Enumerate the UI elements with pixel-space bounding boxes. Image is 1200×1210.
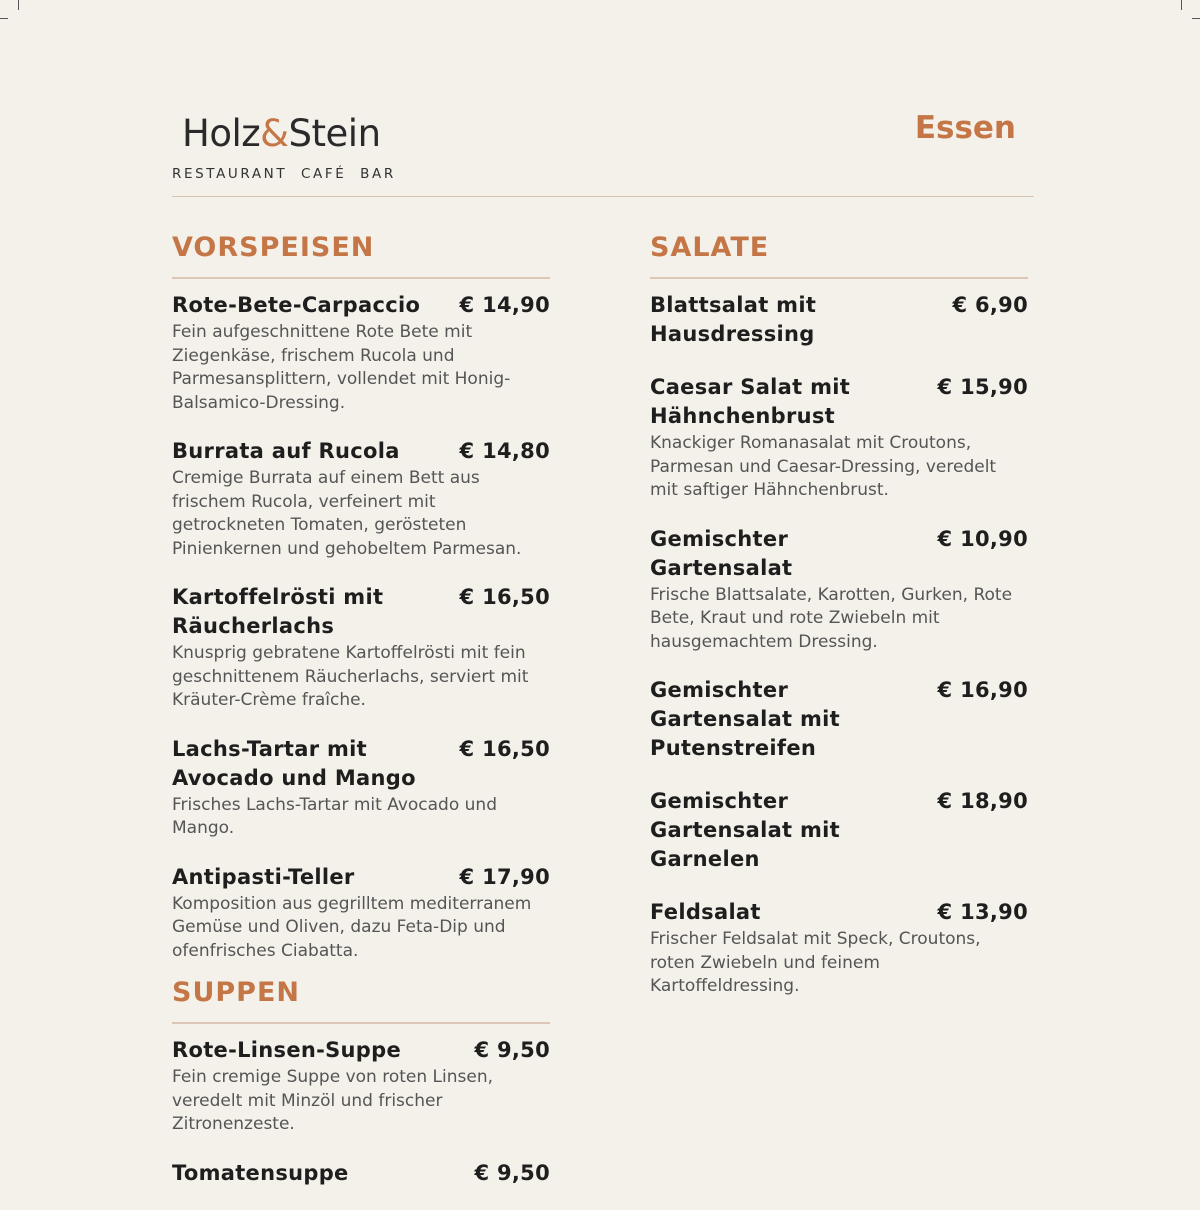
section-title: SUPPEN	[172, 977, 550, 1024]
item-price: € 6,90	[952, 293, 1028, 317]
item-name: Caesar Salat mit Hähnchenbrust	[650, 375, 851, 428]
left-column	[172, 232, 550, 1210]
item-name: Rote-Linsen-Suppe	[172, 1038, 402, 1062]
logo-ampersand: &	[260, 112, 289, 155]
menu-item	[172, 437, 550, 561]
restaurant-logo	[182, 112, 381, 155]
crop-mark	[1181, 0, 1182, 10]
item-name: Lachs-Tartar mit Avocado und Mango	[172, 736, 416, 790]
logo-text-holz: Holz	[182, 112, 261, 155]
menu-item	[172, 735, 550, 841]
menu-item	[172, 583, 550, 713]
item-name: Gemischter Gartensalat mit Putenstreifen	[650, 678, 841, 760]
item-description: Knusprig gebratene Kartoffelrösti mit fein geschnittenem Räucherlachs, serviert mit Kräuter-Crème fraîche.	[172, 643, 529, 710]
item-description: Komposition aus gegrilltem mediterranem Gemüse und Oliven, dazu Feta-Dip und ofenfrisches Ciabatta.	[172, 893, 532, 961]
item-price: € 10,90	[937, 526, 1028, 551]
menu-item	[650, 525, 1028, 655]
menu-item	[172, 1036, 550, 1137]
item-price: € 9,50	[474, 1160, 550, 1185]
menu-item	[172, 1159, 550, 1188]
item-price: € 9,50	[474, 1038, 550, 1062]
section-salate	[650, 232, 1028, 999]
item-description: Frisches Lachs-Tartar mit Avocado und Mango.	[172, 794, 497, 838]
crop-mark	[0, 18, 8, 19]
item-description: Fein aufgeschnittene Rote Bete mit Ziegenkäse, frischem Rucola und Parmesansplittern, vollendet mit Honig-Balsamico-Dressing.	[172, 322, 511, 413]
menu-header	[172, 108, 1034, 197]
item-price: € 13,90	[937, 900, 1028, 924]
item-name: Feldsalat	[650, 900, 761, 924]
item-description: Frischer Feldsalat mit Speck, Croutons, roten Zwiebeln und feinem Kartoffeldressing.	[650, 929, 981, 996]
menu-item	[172, 863, 550, 964]
item-price: € 16,50	[459, 585, 550, 609]
item-name: Burrata auf Rucola	[172, 439, 400, 463]
item-name: Rote-Bete-Carpaccio	[172, 293, 421, 317]
item-name: Kartoffelrösti mit Räucherlachs	[172, 585, 384, 638]
item-price: € 14,80	[459, 439, 550, 463]
item-name: Gemischter Gartensalat mit Garnelen	[650, 789, 841, 871]
section-title: VORSPEISEN	[172, 232, 550, 279]
logo-text-stein: Stein	[288, 112, 381, 155]
section-vorspeisen	[172, 232, 550, 963]
page-label: Essen	[914, 110, 1016, 146]
item-description: Knackiger Romanasalat mit Croutons, Parmesan und Caesar-Dressing, veredelt mit saftiger Hähnchenbrust.	[650, 433, 997, 500]
item-description: Frische Blattsalate, Karotten, Gurken, Rote Bete, Kraut und rote Zwiebeln mit hausgemachtem Dressing.	[650, 584, 1013, 652]
item-description: Fein cremige Suppe von roten Linsen, veredelt mit Minzöl und frischer Zitronenzeste.	[172, 1067, 493, 1134]
item-price: € 14,90	[459, 293, 550, 317]
section-title: SALATE	[650, 232, 1028, 279]
item-price: € 16,50	[459, 736, 550, 761]
section-suppen	[172, 977, 550, 1188]
item-name: Blattsalat mit Hausdressing	[650, 293, 817, 346]
menu-item	[650, 291, 1028, 349]
item-description: Cremige Burrata auf einem Bett aus frischem Rucola, verfeinert mit getrockneten Tomaten, gerösteten Pinienkernen und gehobeltem Parmesan.	[172, 468, 522, 559]
item-price: € 18,90	[937, 789, 1028, 813]
menu-item	[650, 898, 1028, 999]
item-price: € 15,90	[937, 375, 1028, 399]
item-price: € 16,90	[937, 678, 1028, 702]
item-name: Tomatensuppe	[172, 1160, 349, 1185]
menu-item	[650, 676, 1028, 763]
crop-mark	[18, 0, 19, 10]
right-column	[650, 232, 1028, 1021]
menu-item	[172, 291, 550, 415]
item-name: Gemischter Gartensalat	[650, 526, 793, 580]
item-price: € 17,90	[459, 864, 550, 889]
crop-mark	[1192, 18, 1200, 19]
item-name: Antipasti-Teller	[172, 864, 355, 889]
menu-item	[650, 787, 1028, 874]
restaurant-tagline: RESTAURANT CAFÉ BAR	[172, 166, 396, 182]
menu-item	[650, 373, 1028, 503]
